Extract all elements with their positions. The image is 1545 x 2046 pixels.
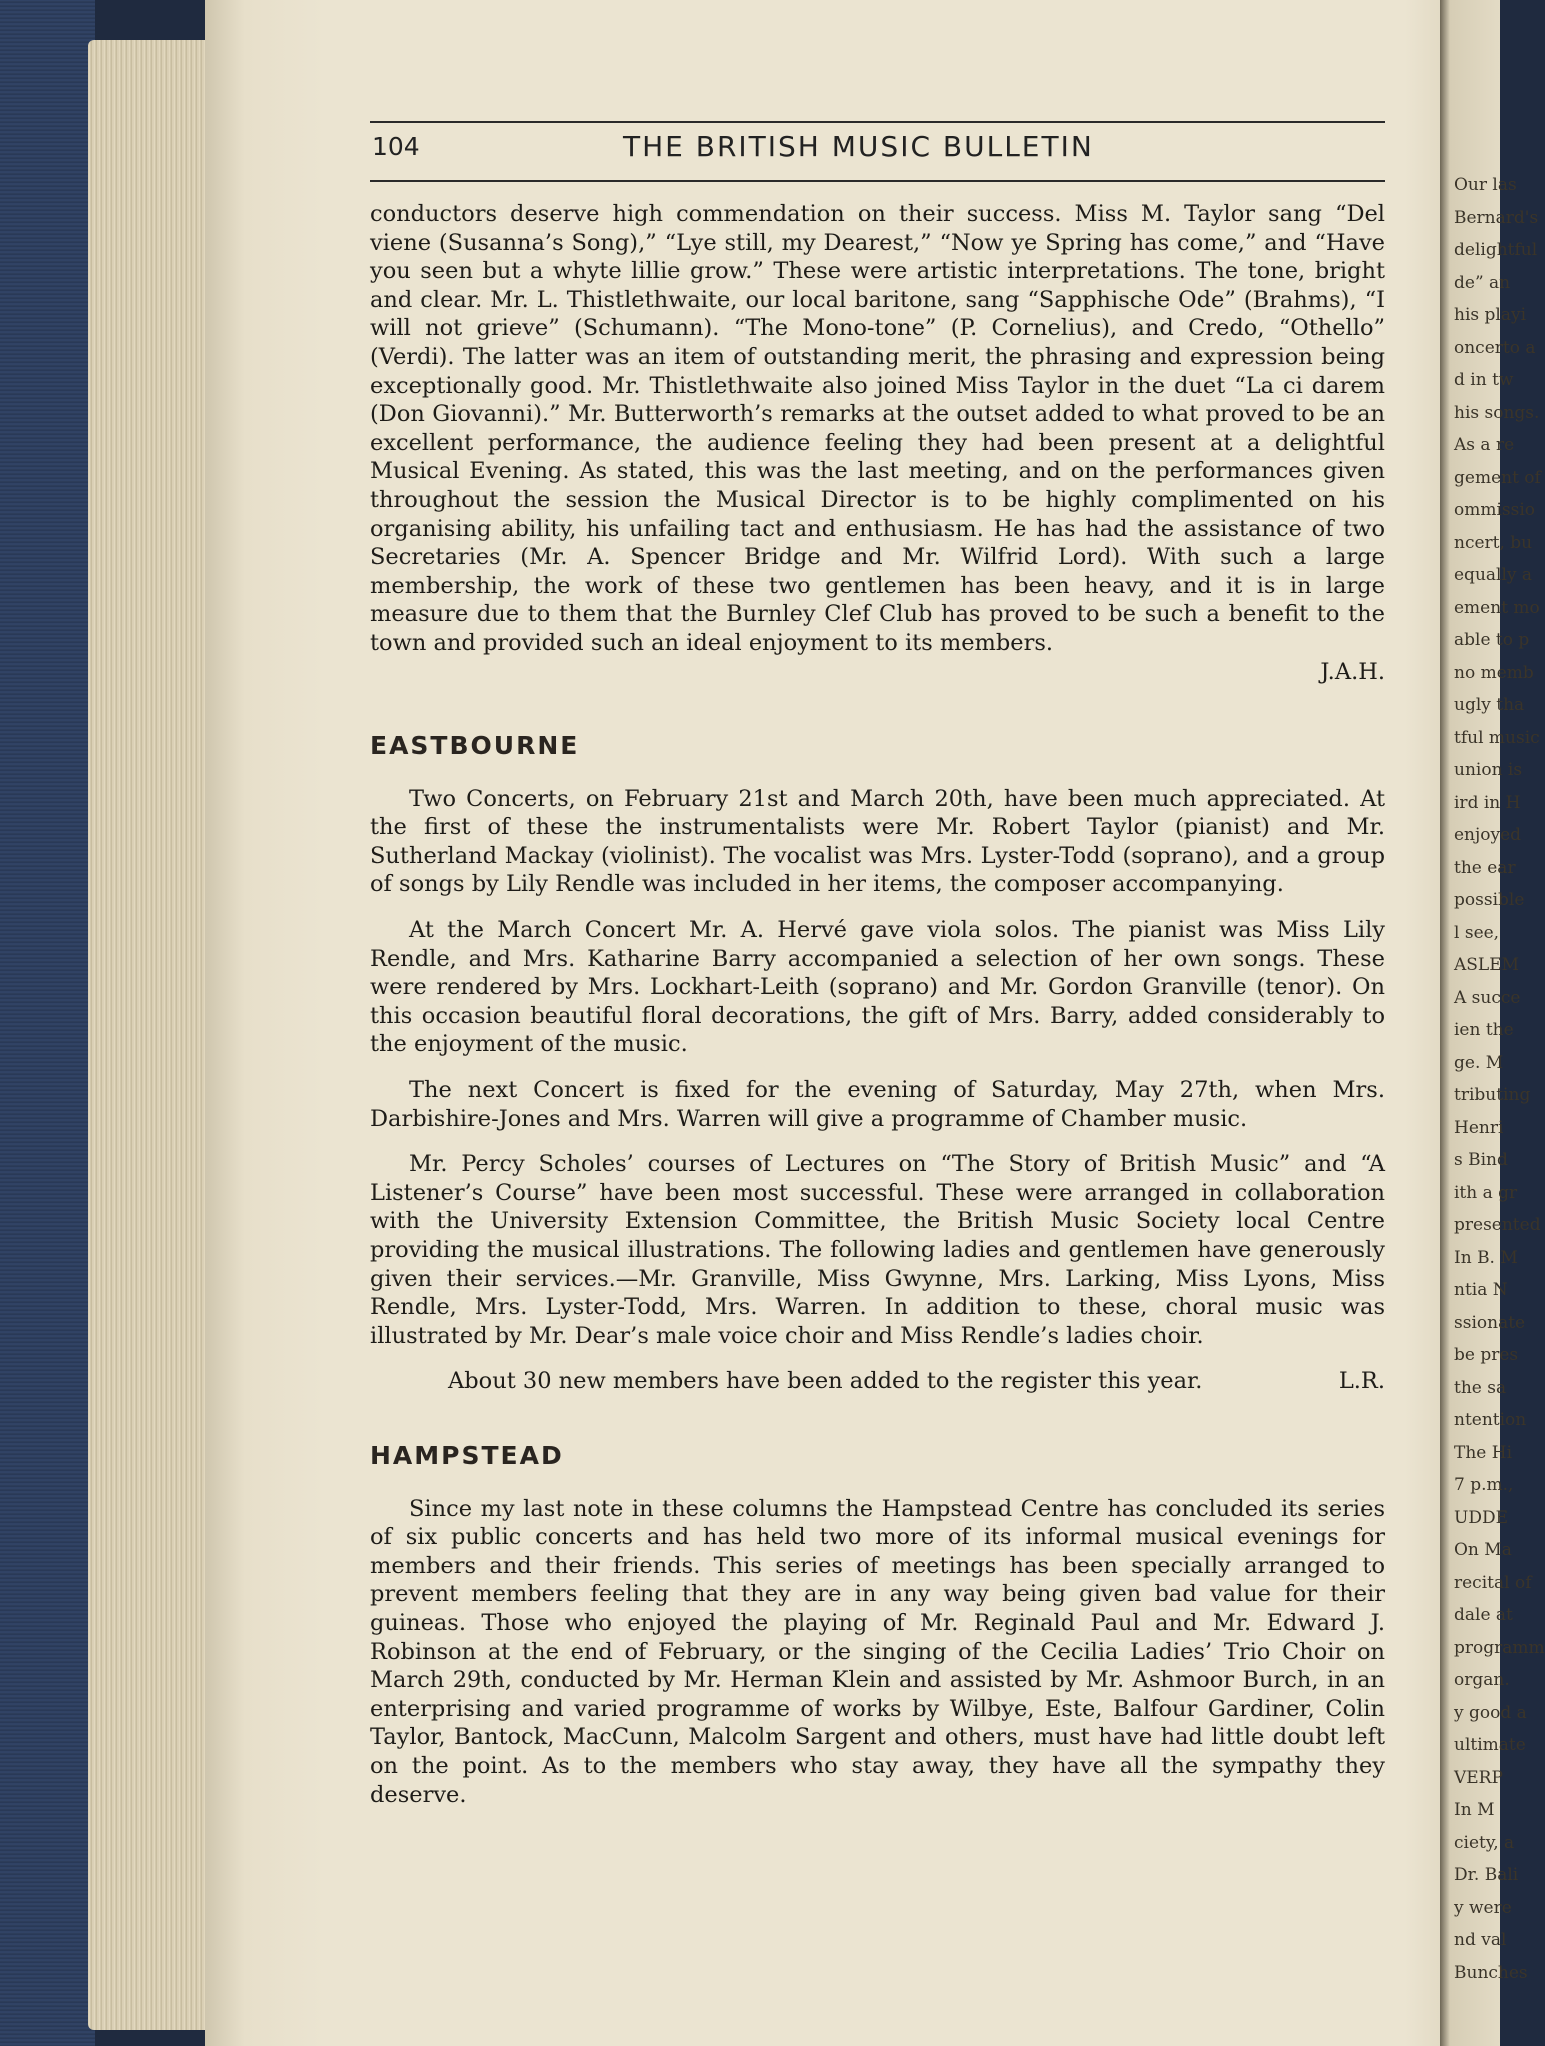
facing-page-fragment: possible [1454, 890, 1525, 910]
facing-page-fragment: ge. M [1454, 1052, 1504, 1073]
facing-page-fragment: VERP [1454, 1767, 1503, 1788]
section-heading-eastbourne: EASTBOURNE [370, 731, 580, 761]
facing-page-fragment: ien the [1454, 1020, 1514, 1040]
facing-page-fragment: de” an [1454, 272, 1511, 293]
page-number: 104 [372, 132, 420, 161]
facing-page-fragment: the sa [1454, 1377, 1507, 1398]
facing-page-fragment: y good a [1454, 1702, 1527, 1723]
section-heading-hampstead: HAMPSTEAD [370, 1440, 564, 1470]
facing-page-fragment: equally a [1454, 565, 1533, 585]
facing-page-fragment: his songs. [1454, 402, 1540, 423]
facing-page-fragment: s Bind [1454, 1150, 1508, 1170]
facing-page-fragment: ciety, a [1454, 1832, 1515, 1853]
facing-page-fragment: ASLEM [1454, 955, 1520, 975]
facing-page-fragment: organ. [1454, 1670, 1510, 1690]
header-rule-top [370, 121, 1385, 123]
facing-page-fragment: y were [1454, 1897, 1512, 1918]
facing-page-fragment: his playi [1454, 305, 1527, 325]
facing-page-fragment: Dr. Bali [1454, 1865, 1519, 1885]
continued-text: conductors deserve high commendation on their success. Miss M. Taylor sang “Del viene (Susanna’s Song),” “Lye still, my Dearest,” “Now ye Spring has come,” and “Have you seen but a whyte lillie grow.” These were artistic interpretations. The tone, bright and clear. Mr. L. Thistlethwaite, our local baritone, sang “Sapphische Ode” (Brahms), “I will not grieve” (Schumann). “The Mono-tone” (P. Cornelius), and Credo, “Othello” (Verdi). The latter was an item of outstanding merit, the phrasing and expression being exceptionally good. Mr. Thistlethwaite also joined Miss Taylor in the duet “La ci darem (Don Giovanni).” Mr. Butterworth’s remarks at the outset added to what proved to be an excellent performance, the audience feeling they had been present at a delightful Musical Evening. As stated, this was the last meeting, and on the performances given throughout the session the Musical Director is to be highly complimented on his organising ability, his unfailing tact and enthusiasm. He has had the assistance of two Secretaries (Mr. A. Spencer Bridge and Mr. Wilfrid Lord). With such a large membership, the work of these two gentlemen has been heavy, and it is in large measure due to them that the Burnley Clef Club has proved to be such a benefit to the town and provided such an ideal enjoyment to its members. [370, 201, 1385, 656]
facing-page-fragment: Bunches [1454, 1962, 1528, 1983]
facing-page-fragment: delightful [1454, 240, 1538, 260]
facing-page-fragment: Our las [1454, 175, 1517, 195]
eastbourne-paragraph-5: About 30 new members have been added to the register this year. [448, 1368, 1203, 1395]
page-edges [88, 40, 210, 2030]
facing-page-fragment: tributing [1454, 1085, 1531, 1105]
facing-page-fragment: recital of [1454, 1572, 1532, 1593]
facing-page-fragment: the ear [1454, 857, 1516, 878]
facing-page-fragment: dale at [1454, 1605, 1513, 1625]
signature-line [370, 658, 1385, 687]
eastbourne-paragraph-1: Two Concerts, on February 21st and March 20th, have been much appreciated. At the first of these the instrumentalists were Mr. Robert Taylor (pianist) and Mr. Sutherland Mackay (violinist). The vocalist was Mrs. Lyster-Todd (soprano), and a group of songs by Lily Rendle was included in her items, the composer accompanying. [370, 785, 1385, 898]
facing-page-fragment: As a re [1454, 435, 1515, 455]
facing-page-fragment: union is [1454, 760, 1523, 780]
facing-page-fragment: l see, [1454, 922, 1500, 943]
facing-page-fragment: no memb [1454, 662, 1534, 683]
facing-page-fragment: ement mo [1454, 597, 1540, 618]
facing-page-fragment: d in tw [1454, 370, 1514, 390]
eastbourne-closing-line [370, 1367, 1385, 1396]
facing-page-fragment: UDDE [1454, 1507, 1508, 1528]
book-binding [0, 0, 95, 2046]
facing-page-fragment: In M [1454, 1800, 1495, 1820]
facing-page-fragment: The Hi [1454, 1442, 1513, 1463]
facing-page-fragment: oncerto a [1454, 337, 1536, 358]
eastbourne-paragraph-2: At the March Concert Mr. A. Hervé gave viola solos. The pianist was Miss Lily Rendle, and Mrs. Katharine Barry accompanied a selection of her own songs. These were rendered by Mrs. Lockhart-Leith (soprano) and Mr. Gordon Granville (tenor). On this occasion beautiful floral decorations, the gift of Mrs. Barry, added considerably to the enjoyment of the music. [370, 917, 1385, 1058]
facing-page-fragment: ntia N [1454, 1280, 1508, 1300]
hampstead-paragraph-1: Since my last note in these columns the Hampstead Centre has concluded its series of six public concerts and has held two more of its informal musical evenings for members and their friends. This series of meetings has been specially arranged to prevent members feeling that they are in any way being given bad value for their guineas. Those who enjoyed the playing of Mr. Reginald Paul and Mr. Edward J. Robinson at the end of February, or the singing of the Cecilia Ladies’ Trio Choir on March 29th, conducted by Mr. Herman Klein and assisted by Mr. Ashmoor Burch, in an enterprising and varied programme of works by Wilbye, Este, Balfour Gardiner, Colin Taylor, Bantock, MacCunn, Malcolm Sargent and others, must have had little doubt left on the point. As to the members who stay away, they have all the sympathy they deserve. [370, 1495, 1385, 1808]
facing-page-fragment: able to p [1454, 630, 1530, 650]
facing-page-fragment: ultimate [1454, 1735, 1526, 1755]
facing-page-fragment: ssionate [1454, 1312, 1526, 1333]
eastbourne-paragraph-3: The next Concert is fixed for the evening of Saturday, May 27th, when Mrs. Darbishire-Jones and Mrs. Warren will give a programme of Chamber music. [370, 1077, 1385, 1132]
facing-page-fragment: tful music [1454, 727, 1540, 748]
facing-page-fragment: A succe [1454, 987, 1521, 1008]
facing-page-fragment: In B. M [1454, 1247, 1518, 1268]
signature-jah: J.A.H. [1320, 658, 1385, 685]
facing-page-fragment: ntention [1454, 1410, 1527, 1430]
facing-page-fragment: nd val [1454, 1930, 1507, 1950]
facing-page-fragment: ugly tha [1454, 695, 1525, 715]
facing-page-fragment: be pres [1454, 1345, 1519, 1365]
facing-page-fragment: ommissio [1454, 500, 1536, 520]
facing-page-fragment: presented [1454, 1215, 1541, 1235]
facing-page-fragment: enjoyed [1454, 825, 1522, 845]
facing-page-fragment: Bernard's [1454, 207, 1539, 228]
continued-paragraph [370, 200, 1385, 658]
facing-page-fragment: ith a gr [1454, 1182, 1518, 1203]
facing-page-fragment: On Ma [1454, 1540, 1512, 1560]
article-body [370, 200, 1385, 1809]
eastbourne-paragraph-4: Mr. Percy Scholes’ courses of Lectures on “The Story of British Music” and “A Listener’s Course” have been most successful. These were arranged in collaboration with the University Extension Committee, the British Music Society local Centre providing the musical illustrations. The following ladies and gentlemen have generously given their services.—Mr. Granville, Miss Gwynne, Mrs. Larking, Miss Lyons, Miss Rendle, Mrs. Lyster-Todd, Mrs. Warren. In addition to these, choral music was illustrated by Mr. Dear’s male voice choir and Miss Rendle’s ladies choir. [370, 1151, 1385, 1349]
header-rule-bottom [370, 180, 1385, 182]
facing-page-fragment: ncert, bu [1454, 532, 1533, 553]
signature-lr: L.R. [1338, 1368, 1385, 1395]
facing-page-fragment: Henri [1454, 1117, 1504, 1138]
running-title: THE BRITISH MUSIC BULLETIN [623, 130, 1094, 163]
facing-page-edge [1440, 0, 1545, 2046]
facing-page-fragment: gement of [1454, 467, 1541, 488]
facing-page-fragment: programm [1454, 1637, 1545, 1658]
facing-page-fragment: 7 p.m., [1454, 1475, 1514, 1495]
facing-page-fragment: ird in H [1454, 792, 1521, 813]
